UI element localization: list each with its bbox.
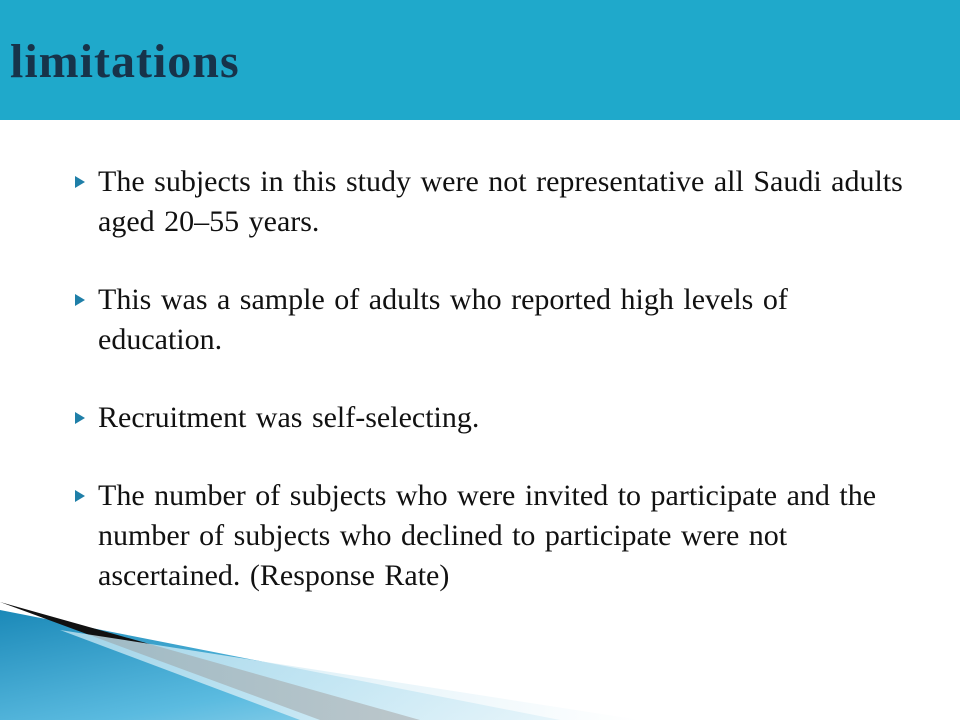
- bullet-item: [74, 476, 914, 596]
- triangle-right-icon: [74, 175, 86, 189]
- slide-title: limitations: [10, 35, 240, 88]
- bullet-item: [74, 162, 914, 242]
- triangle-right-icon: [74, 411, 86, 425]
- bullet-list: [74, 162, 914, 596]
- bullet-text: The subjects in this study were not representative all Saudi adults aged 20–55 years.: [98, 165, 903, 238]
- bullet-item: [74, 398, 914, 438]
- triangle-right-icon: [74, 489, 86, 503]
- bullet-text: Recruitment was self-selecting.: [98, 401, 480, 434]
- bullet-text: The number of subjects who were invited to participate and the number of subjects who declined to participate were not ascertained. (Response Rate): [98, 479, 877, 592]
- decorative-swoosh: [0, 590, 960, 720]
- bullet-item: [74, 280, 914, 360]
- bullet-text: This was a sample of adults who reported high levels of education.: [98, 283, 788, 356]
- triangle-right-icon: [74, 293, 86, 307]
